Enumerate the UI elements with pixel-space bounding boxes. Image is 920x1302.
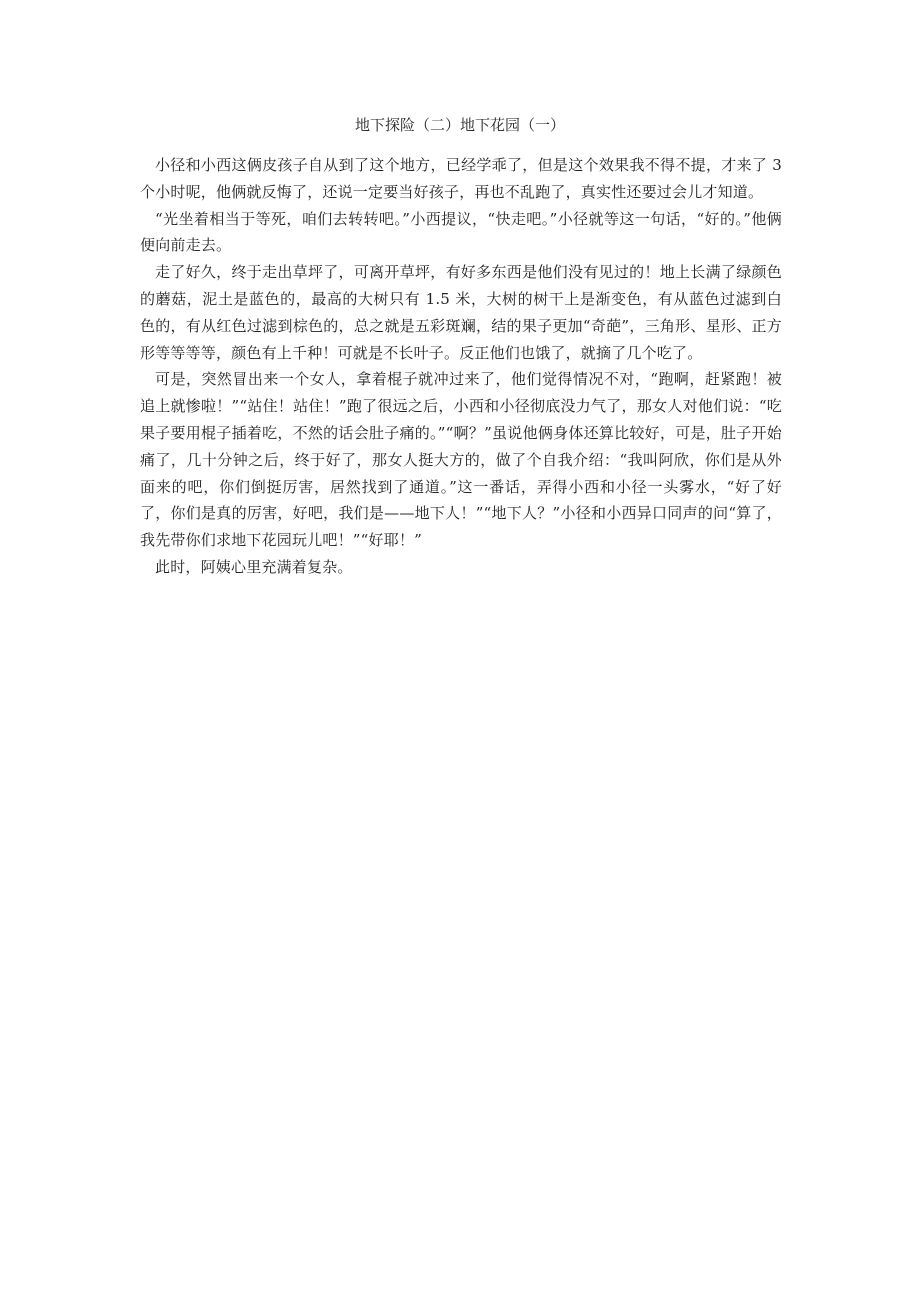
paragraph: 此时，阿姨心里充满着复杂。 (155, 557, 353, 576)
document-title: 地下探险（二）地下花园（一） (354, 116, 565, 134)
paragraph: 可是，突然冒出来一个女人，拿着棍子就冲过来了，他们觉得情况不对，“跑啊，赶紧跑！被追上就惨啦！”“站住！站住！”跑了很远之后，小西和小径彻底没力气了，那女人对他们说：“吃果子要用棍子插着吃，不然的话会肚子痛的。”“啊？”虽说他俩身体还算比较好，可是，肚子开始痛了，几十分钟之后，终于好了，那女人挺大方的，做了个自我介绍：“我叫阿欣，你们是从外面来的吧，你们倒挺厉害，居然找到了通道。”这一番话，弄得小西和小径一头雾水，“好了好了，你们是真的厉害，好吧，我们是——地下人！”“地下人？”小径和小西异口同声的问“算了，我先带你们求地下花园玩儿吧！”“好耶！” (140, 370, 782, 550)
document-body (140, 152, 782, 581)
paragraph: 小径和小西这俩皮孩子自从到了这个地方，已经学乖了，但是这个效果我不得不提，才来了 3 个小时呢，他俩就反悔了，还说一定要当好孩子，再也不乱跑了，真实性还要过会儿才知道。 (140, 156, 782, 201)
paragraph: 走了好久，终于走出草坪了，可离开草坪，有好多东西是他们没有见过的！地上长满了绿颜色的蘑菇，泥土是蓝色的，最高的大树只有 1.5 米，大树的树干上是渐变色，有从蓝色过滤到白色的，有从红色过滤到棕色的，总之就是五彩斑斓，结的果子更加“奇葩”，三角形、星形、正方形等等等等，颜色有上千种！可就是不长叶子。反正他们也饿了，就摘了几个吃了。 (140, 263, 782, 362)
paragraph: “光坐着相当于等死，咱们去转转吧。”小西提议，“快走吧。”小径就等这一句话，“好的。”他俩便向前走去。 (140, 209, 782, 255)
